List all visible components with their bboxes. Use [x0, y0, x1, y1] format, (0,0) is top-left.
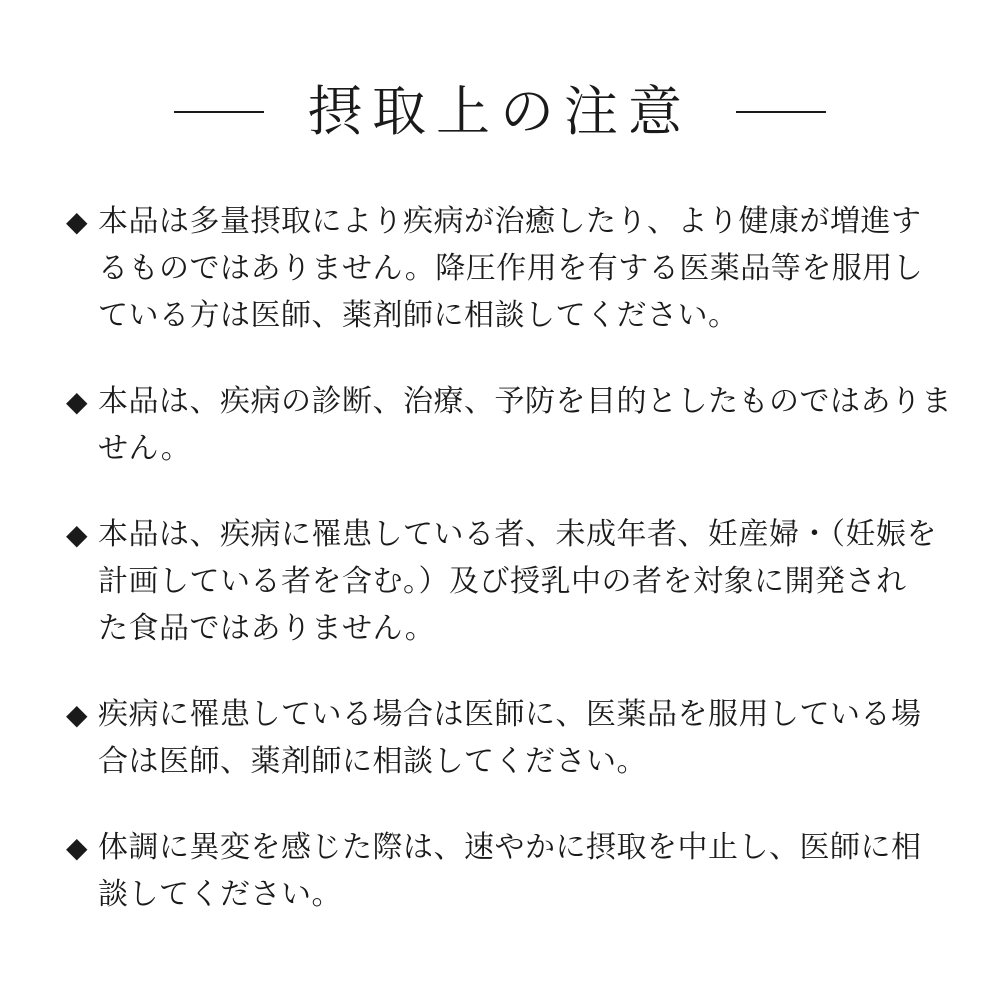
caution-text-line: 本品は、疾病に罹患している者、未成年者、妊産婦・（妊娠を	[98, 517, 937, 552]
caution-text-line: 合は医師、薬剤師に相談してください。	[98, 744, 647, 779]
caution-item	[66, 198, 936, 339]
caution-item	[66, 824, 936, 918]
caution-list	[66, 198, 952, 957]
diamond-bullet-icon: ◆	[66, 518, 89, 551]
caution-text-line: 本品は多量摂取により疾病が治癒したり、より健康が増進す	[98, 204, 922, 239]
page-header	[0, 72, 1000, 152]
caution-item	[66, 511, 936, 652]
caution-text-line: るものではありません。降圧作用を有する医薬品等を服用し	[98, 251, 924, 286]
caution-text-line: ている方は医師、薬剤師に相談してください。	[98, 298, 739, 333]
title-rule-right	[736, 111, 826, 113]
caution-item	[66, 691, 936, 785]
caution-text-line: た食品ではありません。	[98, 611, 436, 646]
caution-text-line: 計画している者を含む。）及び授乳中の者を対象に開発され	[98, 564, 907, 599]
caution-text-line: 談してください。	[98, 877, 342, 912]
caution-text-line: 疾病に罹患している場合は医師に、医薬品を服用している場	[98, 697, 922, 732]
caution-text-line: 本品は、疾病の診断、治療、予防を目的としたものではありま	[98, 384, 952, 419]
caution-text-line: せん。	[98, 431, 192, 466]
diamond-bullet-icon: ◆	[66, 385, 89, 418]
title-rule-left	[174, 111, 264, 113]
diamond-bullet-icon: ◆	[66, 205, 89, 238]
diamond-bullet-icon: ◆	[66, 831, 89, 864]
page-title: 摂取上の注意	[308, 80, 692, 143]
caution-text-line: 体調に異変を感じた際は、速やかに摂取を中止し、医師に相	[98, 830, 922, 865]
caution-item	[66, 378, 952, 472]
diamond-bullet-icon: ◆	[66, 698, 89, 731]
